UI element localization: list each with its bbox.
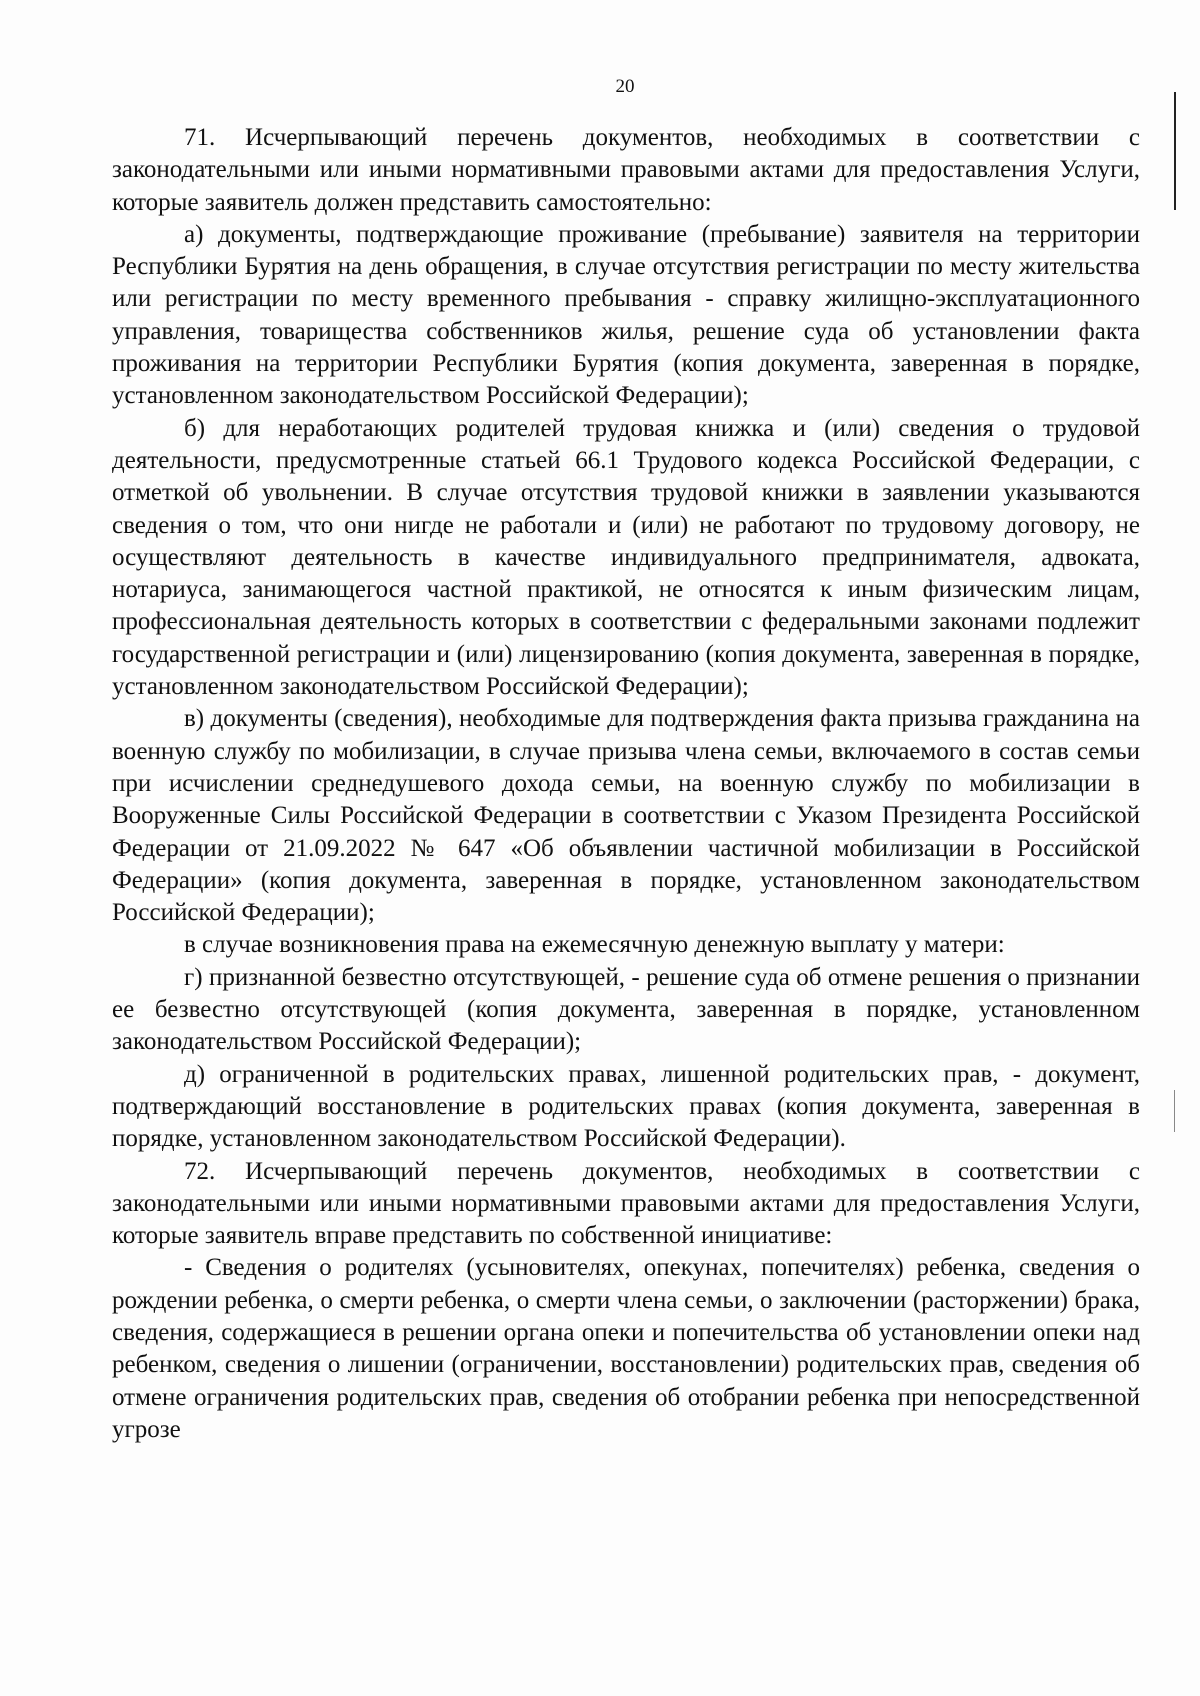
paragraph-71-g: г) признанной безвестно отсутствующей, - решение суда об отмене решения о признании ее безвестно отсутствующей (копия документа, заверенная в порядке, установленном законодательством Российской Федерации); [112,963,1140,1056]
paragraph-71-b: б) для неработающих родителей трудовая книжка и (или) сведения о трудовой деятельности, предусмотренные статьей 66.1 Трудового кодекса Российской Федерации, с отметкой об увольнении. В случае отсутствия трудовой книжки в заявлении указываются сведения о том, что они нигде не работали и (или) не работают по трудовому договору, не осуществляют деятельность в качестве индивидуального предпринимателя, адвоката, нотариуса, занимающегося частной практикой, не относятся к иным физическим лицам, профессиональная деятельность которых в соответствии с федеральными законами подлежит государственной регистрации и (или) лицензированию (копия документа, заверенная в порядке, установленном законодательством Российской Федерации); [112,414,1140,701]
paragraph-72: 72. Исчерпывающий перечень документов, необходимых в соответствии с законодательными или иными нормативными правовыми актами для предоставления Услуги, которые заявитель вправе представить по собственной инициативе: [112,1157,1140,1250]
page-number: 20 [615,76,635,97]
paragraph-71-d: д) ограниченной в родительских правах, лишенной родительских прав, - документ, подтверждающий восстановление в родительских правах (копия документа, заверенная в порядке, установленном законодательством Российской Федерации). [112,1060,1140,1153]
document-body [112,122,1140,1446]
paragraph-72-info: - Сведения о родителях (усыновителях, опекунах, попечителях) ребенка, сведения о рождении ребенка, о смерти ребенка, о смерти члена семьи, о заключении (расторжении) брака, сведения, содержащиеся в решении органа опеки и попечительства об установлении опеки над ребенком, сведения о лишении (ограничении, восстановлении) родительских прав, сведения об отмене ограничения родительских прав, сведения об отобрании ребенка при непосредственной угрозе [112,1254,1140,1443]
scan-margin-line [1174,92,1176,210]
paragraph-71-a: а) документы, подтверждающие проживание (пребывание) заявителя на территории Республики Бурятия на день обращения, в случае отсутствия регистрации по месту жительства или регистрации по месту временного пребывания - справку жилищно-эксплуатационного управления, товарищества собственников жилья, решение суда об установлении факта проживания на территории Республики Бурятия (копия документа, заверенная в порядке, установленном законодательством Российской Федерации); [112,220,1140,410]
paragraph-71: 71. Исчерпывающий перечень документов, необходимых в соответствии с законодательными или иными нормативными правовыми актами для предоставления Услуги, которые заявитель должен представить самостоятельно: [112,124,1140,216]
paragraph-mother-cases: в случае возникновения права на ежемесячную денежную выплату у матери: [184,931,1005,959]
paragraph-71-v: в) документы (сведения), необходимые для подтверждения факта призыва гражданина на военную службу по мобилизации, в случае призыва члена семьи, включаемого в состав семьи при исчислении среднедушевого дохода семьи, на военную службу по мобилизации в Вооруженные Силы Российской Федерации в соответствии с Указом Президента Российской Федерации от 21.09.2022 № 647 «Об объявлении частичной мобилизации в Российской Федерации» (копия документа, заверенная в порядке, установленном законодательством Российской Федерации); [112,705,1140,927]
scan-margin-dots [1174,1090,1175,1132]
